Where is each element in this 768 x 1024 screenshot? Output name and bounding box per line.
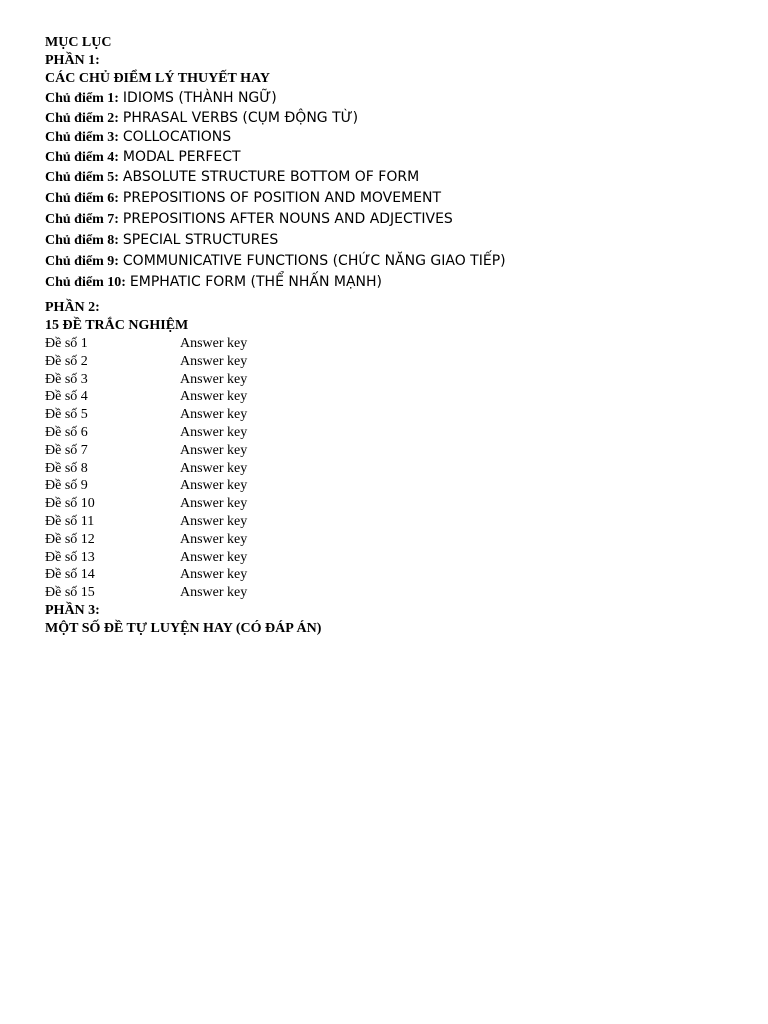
test-row [45, 353, 748, 371]
test-row [45, 513, 748, 531]
test-name[interactable]: Đề số 13 [45, 549, 95, 565]
topic-item[interactable] [45, 250, 748, 271]
topic-text: EMPHATIC FORM (THỂ NHẤN MẠNH) [129, 274, 382, 290]
test-row [45, 584, 748, 602]
answer-key-link[interactable]: Answer key [180, 460, 248, 476]
topic-text: COMMUNICATIVE FUNCTIONS (CHỨC NĂNG GIAO TIẾP) [122, 253, 506, 269]
topic-label: Chủ điểm 5: [45, 170, 119, 185]
topic-item[interactable] [45, 127, 748, 147]
answer-key-link[interactable]: Answer key [180, 496, 248, 512]
topic-label: Chủ điểm 10: [45, 275, 126, 290]
part3-subtitle: MỘT SỐ ĐỀ TỰ LUYỆN HAY (CÓ ĐÁP ÁN) [45, 620, 322, 636]
answer-key-link[interactable]: Answer key [180, 389, 248, 405]
topic-item[interactable] [45, 208, 748, 229]
test-name[interactable]: Đề số 10 [45, 496, 95, 512]
topic-text: COLLOCATIONS [122, 129, 232, 145]
topic-text: IDIOMS (THÀNH NGỮ) [122, 90, 277, 106]
answer-key-link[interactable]: Answer key [180, 371, 248, 387]
topic-label: Chủ điểm 8: [45, 233, 119, 248]
test-row [45, 495, 748, 513]
topic-text: PREPOSITIONS OF POSITION AND MOVEMENT [122, 190, 442, 206]
part2-heading: PHẦN 2: [45, 300, 100, 315]
test-name[interactable]: Đề số 2 [45, 353, 88, 369]
topic-item[interactable] [45, 187, 748, 208]
answer-key-link[interactable]: Answer key [180, 567, 248, 583]
test-row [45, 371, 748, 389]
answer-key-link[interactable]: Answer key [180, 442, 248, 458]
test-row [45, 388, 748, 406]
topic-label: Chủ điểm 6: [45, 191, 119, 206]
test-row [45, 566, 748, 584]
test-list [45, 335, 748, 602]
test-row [45, 442, 748, 460]
answer-key-link[interactable]: Answer key [180, 513, 248, 529]
test-row [45, 477, 748, 495]
topic-item[interactable] [45, 108, 748, 128]
test-name[interactable]: Đề số 5 [45, 407, 88, 423]
topic-item[interactable] [45, 88, 748, 108]
topic-text: PREPOSITIONS AFTER NOUNS AND ADJECTIVES [122, 211, 453, 227]
answer-key-link[interactable]: Answer key [180, 336, 248, 351]
part2-subtitle: 15 ĐỀ TRẮC NGHIỆM [45, 318, 189, 333]
topic-text: MODAL PERFECT [122, 148, 241, 165]
test-name[interactable]: Đề số 9 [45, 478, 88, 494]
part1-heading: PHẦN 1: [45, 53, 100, 68]
topic-list [45, 88, 748, 292]
test-row [45, 531, 748, 549]
toc-title: MỤC LỤC [45, 35, 112, 50]
topic-item[interactable] [45, 271, 748, 292]
topic-text: ABSOLUTE STRUCTURE BOTTOM OF FORM [122, 169, 420, 185]
section-spacer [45, 292, 748, 299]
topic-label: Chủ điểm 7: [45, 212, 119, 227]
test-row [45, 549, 748, 567]
part1-subtitle: CÁC CHỦ ĐIỂM LÝ THUYẾT HAY [45, 71, 270, 86]
topic-label: Chủ điểm 3: [45, 130, 119, 145]
topic-item[interactable] [45, 229, 748, 250]
topic-text: PHRASAL VERBS (CỤM ĐỘNG TỪ) [122, 109, 359, 126]
test-row [45, 335, 748, 353]
test-name[interactable]: Đề số 7 [45, 442, 88, 458]
test-name[interactable]: Đề số 4 [45, 389, 88, 405]
test-name[interactable]: Đề số 6 [45, 424, 88, 440]
test-row [45, 424, 748, 442]
answer-key-link[interactable]: Answer key [180, 424, 248, 440]
topic-label: Chủ điểm 9: [45, 254, 119, 269]
answer-key-link[interactable]: Answer key [180, 407, 248, 423]
test-name[interactable]: Đề số 14 [45, 567, 95, 583]
test-name[interactable]: Đề số 15 [45, 585, 95, 601]
topic-item[interactable] [45, 166, 748, 187]
answer-key-link[interactable]: Answer key [180, 353, 248, 369]
test-name[interactable]: Đề số 3 [45, 371, 88, 387]
test-name[interactable]: Đề số 8 [45, 460, 88, 476]
topic-label: Chủ điểm 4: [45, 149, 119, 165]
answer-key-link[interactable]: Answer key [180, 585, 248, 601]
test-name[interactable]: Đề số 12 [45, 531, 95, 547]
topic-label: Chủ điểm 2: [45, 110, 119, 126]
topic-text: SPECIAL STRUCTURES [122, 232, 279, 248]
test-row [45, 460, 748, 478]
test-name[interactable]: Đề số 1 [45, 336, 88, 351]
answer-key-link[interactable]: Answer key [180, 549, 248, 565]
table-of-contents [45, 34, 748, 638]
topic-label: Chủ điểm 1: [45, 91, 119, 106]
answer-key-link[interactable]: Answer key [180, 531, 248, 547]
answer-key-link[interactable]: Answer key [180, 478, 248, 494]
test-row [45, 406, 748, 424]
test-name[interactable]: Đề số 11 [45, 513, 95, 529]
topic-item[interactable] [45, 147, 748, 167]
part3-heading: PHẦN 3: [45, 602, 100, 618]
